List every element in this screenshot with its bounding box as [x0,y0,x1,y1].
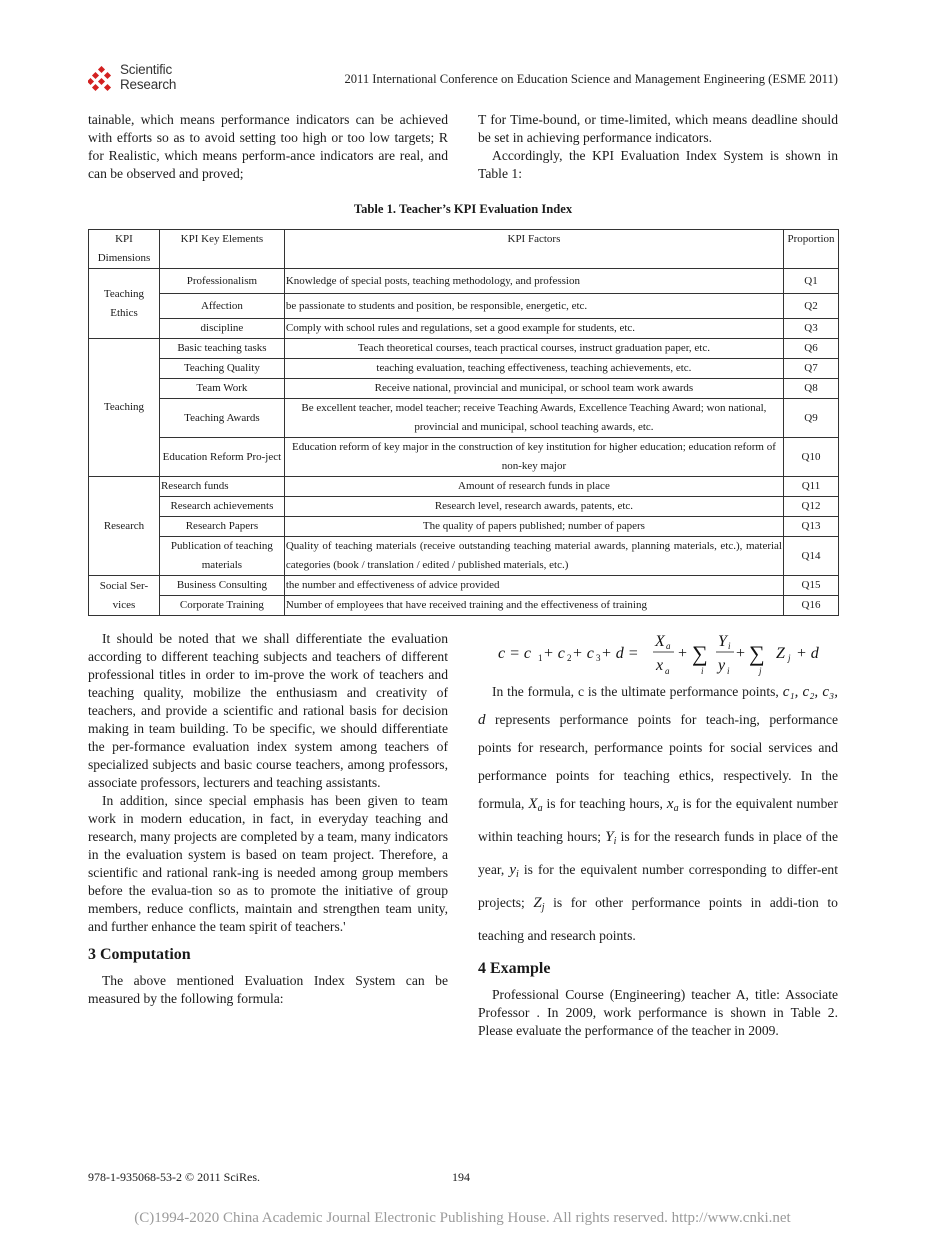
element-cell: Basic teaching tasks [159,339,284,359]
factor-cell: be passionate to students and position, be responsible, energetic, etc. [284,294,783,319]
proportion-cell: Q8 [784,379,839,399]
svg-text:+: + [678,645,688,662]
table-row [89,269,839,294]
proportion-cell: Q6 [784,339,839,359]
factor-cell: Amount of research funds in place [284,477,783,497]
header-cell: KPI Factors [284,230,783,269]
variable: x [666,796,674,812]
element-cell: Education Reform Pro-ject [159,438,284,477]
variable: c₁, c₂, c₃, d [478,684,838,728]
proportion-cell: Q16 [784,596,839,616]
table-header-row [89,230,839,269]
factor-cell: Research level, research awards, patents, etc. [284,497,783,517]
element-cell: Research funds [159,477,284,497]
element-cell: Teaching Quality [159,359,284,379]
table-row [89,497,839,517]
table-row [89,596,839,616]
publisher-logo [88,62,198,96]
proportion-cell: Q2 [784,294,839,319]
proportion-cell: Q3 [784,319,839,339]
proportion-cell: Q15 [784,576,839,596]
element-cell: Corporate Training [159,596,284,616]
table-caption: Table 1. Teacher’s KPI Evaluation Index [353,202,573,216]
dimension-cell: Teaching [89,339,160,477]
paragraph: In the formula, c is the ultimate performance points, c₁, c₂, c₃, d represents performance points for teach-ing, performance points for research, performance points for social services and performance points for teaching ethics, respectively. In the formula, $X_a$ is for teaching hours, $x_a$ is for the equivalent number within teaching hours; $Y_i$ is for the research funds in place of the year, $y_i$ is for the equivalent number corresponding to differ-ent projects; $Z_j$ is for other performance points in addi-tion to teaching and research points. [478,684,839,943]
sum-icon: ∑ [749,641,765,666]
proportion-cell: Q13 [784,517,839,537]
section-heading: 3 Computation [88,946,191,963]
formula-index: j [759,666,762,676]
element-cell: Research achievements [159,497,284,517]
factor-cell: the number and effectiveness of advice provided [284,576,783,596]
header-cell: Proportion [784,230,839,269]
proportion-cell: Q7 [784,359,839,379]
variable: Z [533,895,542,911]
proportion-cell: Q9 [784,399,839,438]
formula-denominator: x [656,657,664,674]
factor-cell: Education reform of key major in the construction of key institution for higher education; education reform of non-key major [284,438,783,477]
kpi-table [88,229,839,616]
element-cell: Publication of teaching materials [159,537,284,576]
table-row [89,339,839,359]
table-row [89,576,839,596]
footer-isbn: 978-1-935068-53-2 © 2011 SciRes. [88,1170,260,1184]
formula-numerator: Y [718,633,727,650]
table-row [89,319,839,339]
factor-cell: Number of employees that have received training and the effectiveness of training [284,596,783,616]
factor-cell: Receive national, provincial and municipal, or school team work awards [284,379,783,399]
formula-term: + c [543,645,565,662]
formula-sub: 3 [596,653,601,663]
element-cell: Research Papers [159,517,284,537]
paragraph: It should be noted that we shall differentiate the evaluation according to different teaching subjects and teachers of different professional titles in order to im-prove the work of teachers and teaching quality, mobilize the enthusiasm and creativity of teachers, and provide a scientific and rational basis for decision making in team building. To be specific, we should differentiate the per-formance evaluation index system among teachers of specialized subjects and basic course teachers, among professors, associate professors, lecturers and teaching assistants. [88,631,448,790]
table-row [89,438,839,477]
sum-icon: ∑ [692,641,708,666]
performance-formula [498,628,838,678]
factor-cell: Teach theoretical courses, teach practical courses, instruct graduation paper, etc. [284,339,783,359]
formula-sub: i [727,666,730,676]
formula-numerator: X [655,633,665,650]
table-row [89,517,839,537]
paragraph: Accordingly, the KPI Evaluation Index System is shown in Table 1: [478,148,838,181]
paragraph: T for Time-bound, or time-limited, which means deadline should be set in achieving performance indicators. [478,112,838,145]
paragraph: Professional Course (Engineering) teacher A, title: Associate Professor . In 2009, work performance is shown in Table 2. Please evaluate the performance of the teacher in 2009. [478,987,838,1038]
left-column-bottom [88,630,448,1008]
table-row [89,379,839,399]
proportion-cell: Q1 [784,269,839,294]
formula-denominator: y [718,657,726,674]
table-row [89,294,839,319]
paragraph: The above mentioned Evaluation Index System can be measured by the following formula: [88,973,448,1006]
logo-text: Scientific Research [120,62,177,92]
dimension-cell: Research [89,477,160,576]
formula-sub: a [666,641,671,651]
proportion-cell: Q11 [784,477,839,497]
scientific-research-logo-icon [88,66,116,94]
factor-cell: Knowledge of special posts, teaching methodology, and profession [284,269,783,294]
formula-sub: 2 [567,653,572,663]
formula-term: + d = [601,645,639,662]
factor-cell: Comply with school rules and regulations, set a good example for students, etc. [284,319,783,339]
formula-sub: j [788,653,791,663]
left-column-top [88,111,448,183]
svg-text:+: + [736,645,746,662]
conference-header: 2011 International Conference on Education Science and Management Engineering (ESME 2011) [344,72,838,86]
table-row [89,537,839,576]
formula-sub: 1 [538,653,543,663]
header-cell: KPI Dimensions [89,230,160,269]
factor-cell: Be excellent teacher, model teacher; receive Teaching Awards, Excellence Teaching Award; won national, provincial and municipal, school teaching awards, etc. [284,399,783,438]
factor-cell: The quality of papers published; number of papers [284,517,783,537]
proportion-cell: Q10 [784,438,839,477]
variable: y [509,862,516,878]
factor-cell: Quality of teaching materials (receive outstanding teaching material awards, planning materials, etc.), material categories (book / translation / edited / published materials, etc.) [284,537,783,576]
proportion-cell: Q14 [784,537,839,576]
element-cell: discipline [159,319,284,339]
page-number: 194 [452,1170,470,1184]
table-row [89,477,839,497]
section-heading: 4 Example [478,960,551,977]
dimension-cell: Teaching Ethics [89,269,160,339]
element-cell: Professionalism [159,269,284,294]
variable: Y [605,829,614,845]
paragraph: tainable, which means performance indicators can be achieved with efforts so as to avoid setting too high or too low targets; R for Realistic, which means perform-ance indicators are real, and can be observed and proved; [88,112,448,181]
formula-term: Z [776,645,785,662]
element-cell: Affection [159,294,284,319]
copyright-watermark: (C)1994-2020 China Academic Journal Electronic Publishing House. All rights reserved. http://www.cnki.net [134,1210,791,1226]
right-column-bottom [478,678,838,1040]
header-cell: KPI Key Elements [159,230,284,269]
dimension-cell: Social Ser-vices [89,576,160,616]
factor-cell: teaching evaluation, teaching effectiveness, teaching achievements, etc. [284,359,783,379]
element-cell: Teaching Awards [159,399,284,438]
variable: X [528,796,538,812]
proportion-cell: Q12 [784,497,839,517]
paragraph: In addition, since special emphasis has been given to team work in modern education, in fact, in everyday teaching and research, many projects are completed by a team, many indicators in the evaluation system is based on team project. Therefore, a scientific and rational rank-ing is needed among group members before the evalua-tion so as to promote the initiative of group members, reduce conflicts, maintain and strengthen team unity, and further enhance the team spirit of teachers.' [88,793,448,934]
formula-term: + d [796,645,819,662]
formula-sub: a [665,666,670,676]
formula-sub: i [728,641,731,651]
formula-index: i [701,666,704,676]
right-column-top [478,111,838,183]
formula-term: + c [572,645,594,662]
table-row [89,399,839,438]
element-cell: Business Consulting [159,576,284,596]
table-row [89,359,839,379]
formula-lhs: c = c [498,645,531,662]
element-cell: Team Work [159,379,284,399]
